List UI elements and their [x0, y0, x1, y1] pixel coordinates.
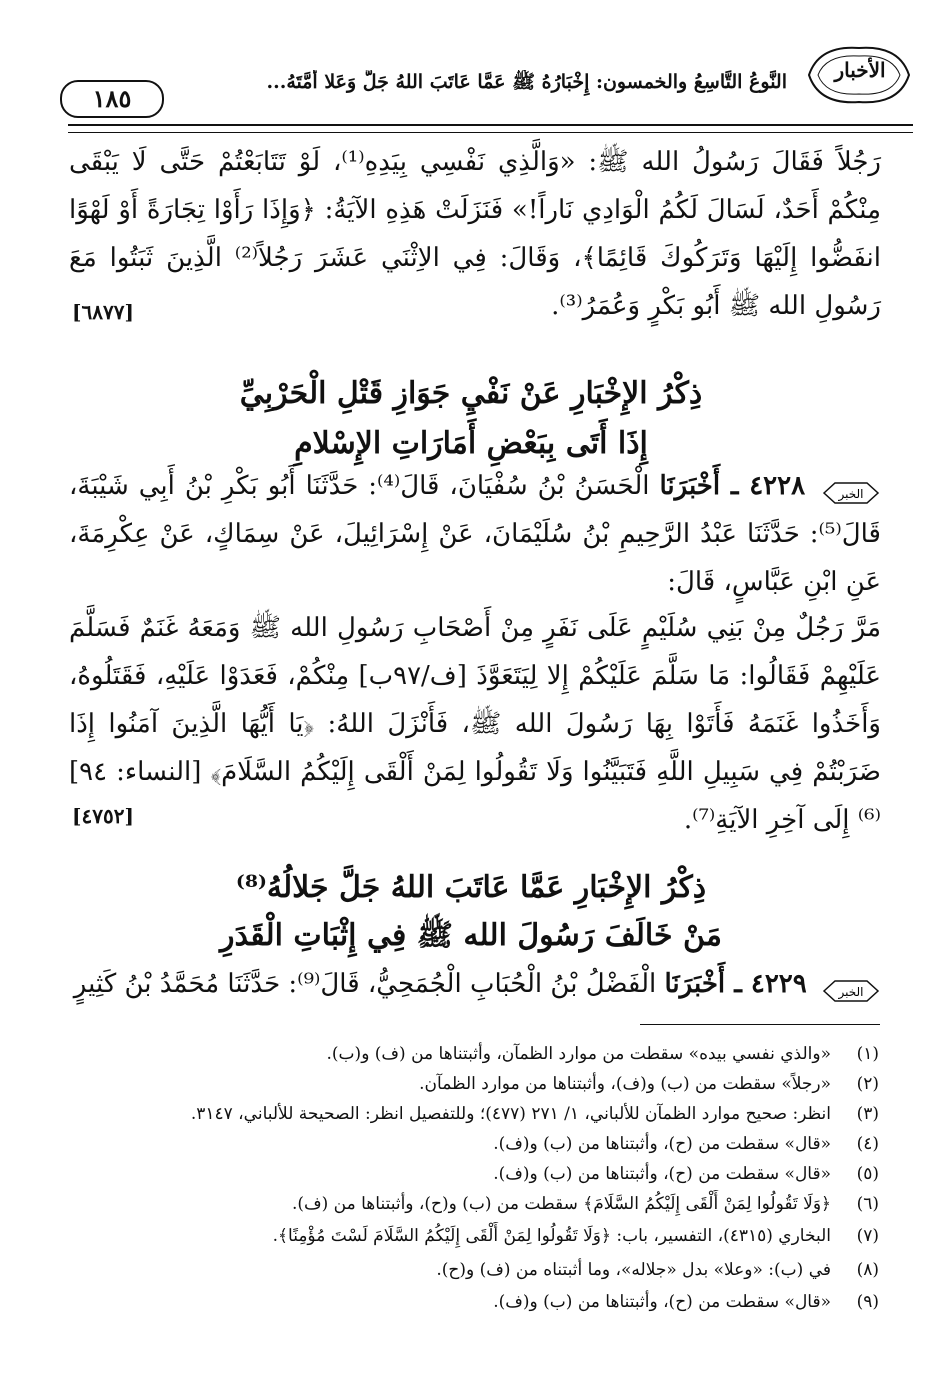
section-heading-line: ذِكْرُ الإِخْبَارِ عَمَّا عَاتَبَ اللهُ جَلَّ جَلالُهُ⁽⁸⁾: [235, 870, 707, 905]
footnote-text: «قال» سقطت من (ح)، وأثبتناها من (ب) و(ف).: [493, 1134, 831, 1154]
footnote-text: البخاري (٤٣١٥)، التفسير، باب: ﴿وَلَا تَقُولُوا لِمَنْ أَلْقَى إِلَيْكُمُ السَّلَامَ لَسْتَ مُؤْمِنًا﴾.: [272, 1226, 831, 1246]
footnote-number: (٦): [856, 1194, 879, 1214]
footnote: [69, 1130, 879, 1159]
hadith-number: ٤٢٢٩ ـ أَخْبَرَنَا: [664, 969, 807, 999]
section-heading-line: إِذَا أَتَى بِبَعْضِ أَمَارَاتِ الإِسْلامِ: [294, 426, 648, 461]
khabar-badge-text: الخبر: [838, 985, 864, 999]
hadith-reference: [٤٧٥٢]: [72, 804, 134, 828]
header-ornament-label: الأخبار: [834, 58, 886, 82]
footnote: [69, 1070, 879, 1099]
hadith-number: ٤٢٢٨ ـ أَخْبَرَنَا: [659, 471, 806, 501]
footnote: [69, 1160, 879, 1189]
khabar-badge-text: الخبر: [838, 487, 864, 501]
footnote: [69, 1040, 879, 1069]
section-heading-line: ذِكْرُ الإِخْبَارِ عَنْ نَفْيِ جَوَازِ قَتْلِ الْحَرْبِيِّ: [239, 376, 703, 411]
paragraph-1: رَجُلاً فَقَالَ رَسُولُ الله ﷺ: «وَالَّذِي نَفْسِي بِيَدِهِ⁽¹⁾، لَوْ تَتَابَعْتُمْ حَتَّى لَا يَبْقَى مِنْكُمْ أَحَدٌ، لَسَالَ لَكُمُ الْوَادِي نَاراً!» فَنَزَلَتْ هَذِهِ الآيَةُ: ﴿وَإِذَا رَأَوْا تِجَارَةً أَوْ لَهْوًا انفَضُّوا إِلَيْهَا وَتَرَكُوكَ قَائِمًا﴾، وَقَالَ: فِي الاِثْنَي عَشَرَ رَجُلاً⁽²⁾ الَّذِينَ ثَبَتُوا مَعَ رَسُولِ الله ﷺ أَبُو بَكْرٍ وَعُمَرُ⁽³⁾.: [69, 147, 881, 321]
footnote-text: في (ب): «وعلا» بدل «جلاله»، وما أثبتناه من (ف) و(ح).: [436, 1260, 831, 1280]
running-header: [60, 28, 922, 138]
footnote-number: (٣): [856, 1104, 879, 1124]
header-rule: [68, 124, 913, 126]
isnad-text: الْفَضْلُ بْنُ الْحُبَابِ الْجُمَحِيُّ، قَالَ⁽⁹⁾: حَدَّثَنَا مُحَمَّدُ بْنُ كَثِيرٍ: [73, 969, 657, 999]
khabar-badge: [821, 474, 881, 500]
hadith-4228-isnad: [69, 462, 881, 606]
header-title: النَّوعُ التَّاسِعُ والخمسون: إِخْبَارُهُ ﷺ عَمَّا عَاتَبَ اللهُ جَلَّ وَعَلا أُمَّتَهُ...: [266, 71, 787, 93]
footnote-number: (١): [856, 1044, 879, 1064]
footnote-number: (٩): [856, 1292, 879, 1312]
page-number: ١٨٥: [60, 80, 164, 118]
footnote: [69, 1288, 879, 1317]
khabar-badge-icon: [821, 480, 881, 506]
footnote-text: «والذي نفسي بيده» سقطت من موارد الظمآن، وأثبتناها من (ف) و(ب).: [326, 1044, 831, 1064]
khabar-badge-icon: [821, 978, 881, 1004]
footnote: [69, 1222, 879, 1251]
footnote-separator: [640, 1024, 880, 1025]
footnote-number: (٢): [856, 1074, 879, 1094]
footnote-text: ﴿وَلَا تَقُولُوا لِمَنْ أَلْقَى إِلَيْكُمُ السَّلَامَ﴾ سقطت من (ب) و(ح)، وأثبتناها من (ف).: [291, 1194, 831, 1214]
khabar-badge: [821, 972, 881, 998]
footnote-number: (٤): [856, 1134, 879, 1154]
paragraph-2: مَرَّ رَجُلٌ مِنْ بَنِي سُلَيْمٍ عَلَى نَفَرٍ مِنْ أَصْحَابِ رَسُولِ الله ﷺ وَمَعَهُ غَنَمٌ فَسَلَّمَ عَلَيْهِمْ فَقَالُوا: مَا سَلَّمَ عَلَيْكُمْ إِلا لِيَتَعَوَّذَ [ف/٩٧ب] مِنْكُمْ، فَعَدَوْا عَلَيْهِ، فَقَتَلُوهُ، وَأَخَذُوا غَنَمَهُ فَأَتَوْا بِهَا رَسُولَ الله ﷺ، فَأَنْزَلَ اللهُ: ﴿يَا أَيُّهَا الَّذِينَ آمَنُوا إِذَا ضَرَبْتُمْ فِي سَبِيلِ اللَّهِ فَتَبَيَّنُوا وَلَا تَقُولُوا لِمَنْ أَلْقَى إِلَيْكُمُ السَّلَامَ﴾ [النساء: ٩٤]⁽⁶⁾ إِلَى آخِرِ الآيَةِ⁽⁷⁾.: [69, 613, 881, 835]
footnote-text: «قال» سقطت من (ح)، وأثبتناها من (ب) و(ف).: [493, 1164, 831, 1184]
footnote-number: (٥): [856, 1164, 879, 1184]
isnad-text: الْحَسَنُ بْنُ سُفْيَانَ، قَالَ⁽⁴⁾: حَدَّثَنَا أَبُو بَكْرِ بْنُ أَبِي شَيْبَةَ، قَالَ⁽⁵⁾: حَدَّثَنَا عَبْدُ الرَّحِيمِ بْنُ سُلَيْمَانَ، عَنْ إِسْرَائِيلَ، عَنْ سِمَاكٍ، عَنْ عِكْرِمَةَ، عَنِ ابْنِ عَبَّاسٍ، قَالَ:: [69, 471, 881, 597]
footnote: [69, 1100, 879, 1129]
section-heading-line: مَنْ خَالَفَ رَسُولَ الله ﷺ فِي إِثْبَاتِ الْقَدَرِ: [220, 918, 722, 953]
header-rule-thin: [68, 132, 913, 133]
footnote-text: «قال» سقطت من (ح)، وأثبتناها من (ب) و(ف).: [493, 1292, 831, 1312]
footnote: [69, 1256, 879, 1285]
hadith-4229-isnad: [69, 960, 881, 1008]
footnote-number: (٧): [856, 1226, 879, 1246]
footnote: [69, 1190, 879, 1219]
footnote-text: انظر: صحيح موارد الظمآن للألباني، ١/ ٢٧١ (٤٧٧)؛ وللتفصيل انظر: الصحيحة للألباني، ٣١٤٧.: [190, 1104, 831, 1124]
footnote-text: «رجلاً» سقطت من (ب) و(ف)، وأثبتناها من موارد الظمآن.: [419, 1074, 831, 1094]
footnote-number: (٨): [856, 1260, 879, 1280]
hadith-reference: [٦٨٧٧]: [72, 300, 134, 324]
